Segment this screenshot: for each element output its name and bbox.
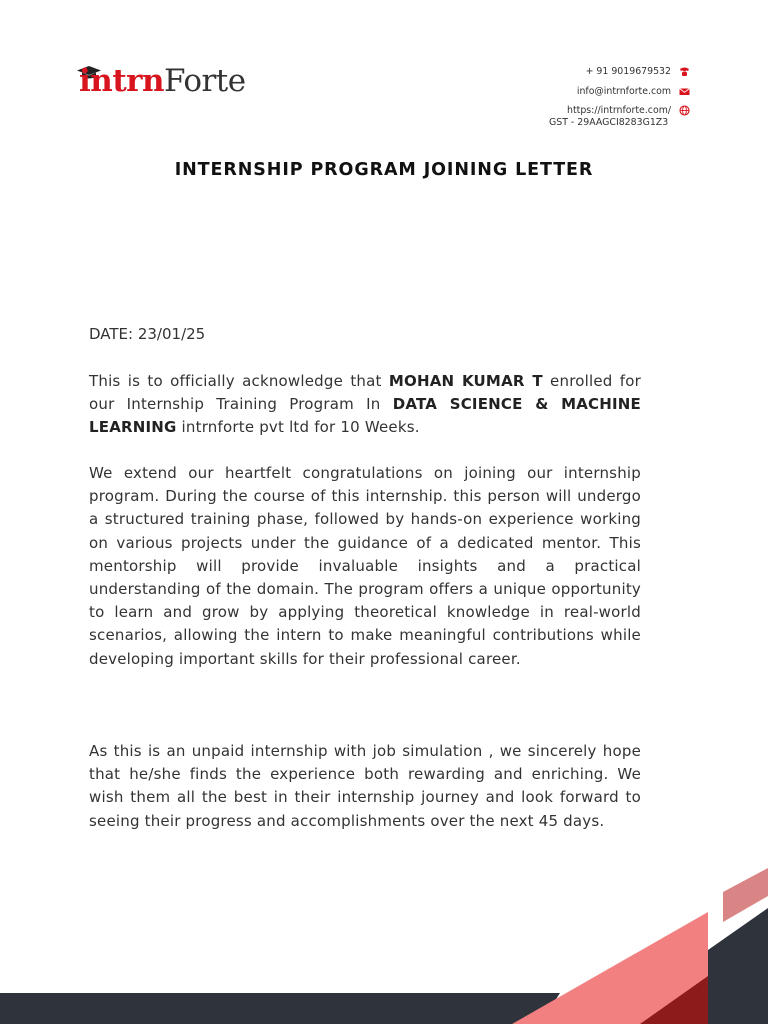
gst-number: GST - 29AAGCI8283G1Z3 [549,117,669,128]
phone-icon [679,66,690,77]
footer-pink-tab [723,868,768,922]
contact-email [567,82,690,102]
footer-salmon-stripe [512,912,708,1024]
footer-dark-corner [708,908,768,1024]
footer-dark-band [0,993,560,1024]
congratulations-paragraph: We extend our heartfelt congratulations on joining our internship program. During the course of this internship. this person will undergo a structured training phase, followed by hands-on experience working on various projects under the guidance of a dedicated mentor. This mentorship will provide invaluable insights and a practical understanding of the domain. The program offers a unique opportunity to learn and grow by applying theoretical knowledge in real-world scenarios, allowing the intern to make meaningful contributions while developing important skills for their professional career. [89,464,641,668]
program-name: DATA SCIENCE & MACHINE LEARNING [89,395,642,437]
phone-number: + 91 9019679532 [585,66,671,77]
ack-text-2: enrolled for our Internship Training Program In [89,372,641,414]
company-logo [79,63,246,99]
ack-text-1: This is to officially acknowledge that [89,372,389,390]
letter-date: DATE: 23/01/25 [89,325,206,343]
ack-text-3: intrnforte pvt ltd for 10 Weeks. [176,418,420,437]
contact-block [567,62,690,121]
email-address[interactable]: info@intrnforte.com [576,85,671,97]
logo-text-forte: Forte [164,63,246,99]
contact-phone [567,62,690,82]
footer-maroon-stripe [640,976,708,1024]
acknowledgement-paragraph [89,370,641,440]
letter-title: INTERNSHIP PROGRAM JOINING LETTER [174,160,594,180]
logo-text-intrn: intrn [79,63,165,99]
closing-paragraph: As this is an unpaid internship with job simulation , we sincerely hope that he/she finds the experience both rewarding and enriching. We wish them all the best in their internship journey and look forward to seeing their progress and accomplishments over the next 45 days. [89,742,641,830]
intern-name: MOHAN KUMAR T [388,372,543,390]
mail-icon [679,86,690,97]
website-link[interactable]: https://intrnforte.com/ [567,105,671,116]
globe-icon [679,105,690,116]
